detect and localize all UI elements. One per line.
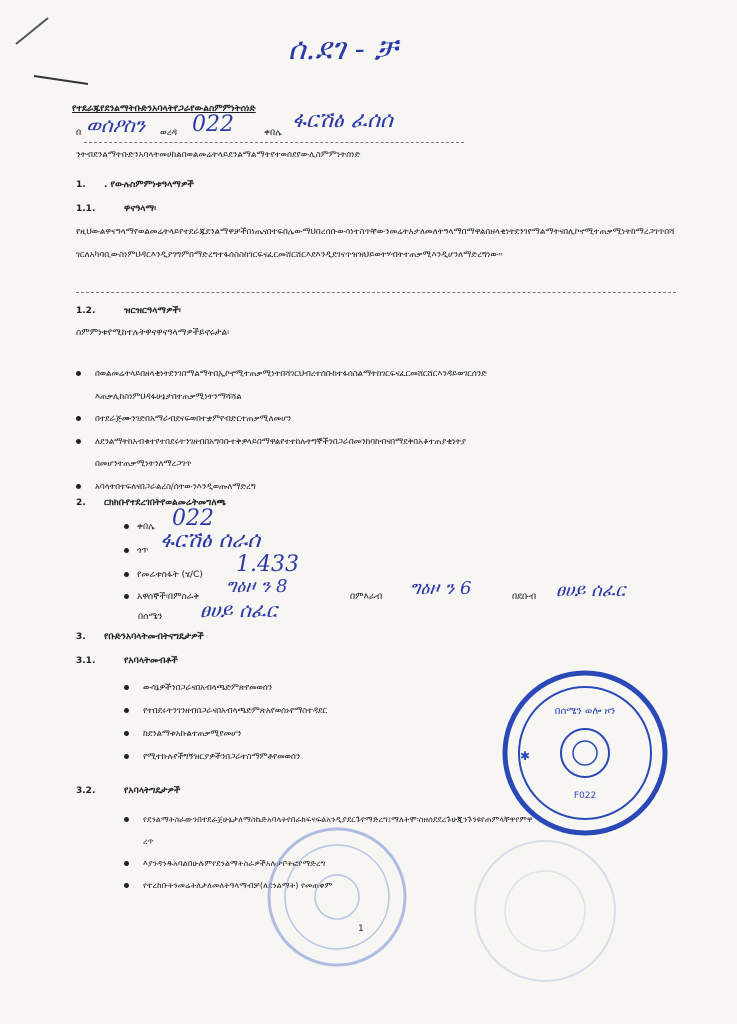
svg-text:✱: ✱ [520, 749, 531, 763]
section1-paragraph: የዚህውልዋናዓላማየወልመሬትላይየተደራጁደንልማዋቻችበነጤናበተፍበሌውማህበረሰቡውሳነተስጥቸውንመሬትአታለመለትዓላማበማዋልበዘላቂነትደንገየማልማትናበሊኮኖሚተጠቃሚነትከማረጋገጥበሻገርለአካባቢውስነምህዳርእንዲያገግምበማድረግተፋሰስስከገርፍናፈርመሸርሸርእደእንዲደገናጥዝዝህይወትሃብትተጠቃሚእንዲሆንለማድረግነው። [76, 226, 675, 259]
list-item: በመሆንተጠቃሚነትንለማረጋገጥ [95, 458, 192, 468]
list-item: የሚተኩሉየችግኝዝርያዎችንበጋራተስማምቶየመወሰን [124, 745, 327, 768]
list-item: በወልመሬትላይበዘላቂነትደንገበማልማትበኢኮኖሚተጠቃሚነትበሻገርህብረተሰቡከተፋሰስልማትከገርፍናፈርመሸርሸርእንዳይወገርሰንድ [76, 362, 487, 385]
kebele-field-value: 022 [172, 506, 214, 531]
area-field-label: የመሬቱስፋት (ሄ/C) [124, 570, 203, 580]
section3-title: የቡድንአባላትመብትናግዴታዎች [104, 632, 204, 642]
faded-stamp [470, 836, 620, 986]
west-border-label: በምእራብ [350, 592, 383, 602]
section2-number: 2. [76, 498, 86, 508]
kebele-value: ፋርሽፅ ፈሰሰ [292, 108, 393, 133]
section1-number: 1. [76, 180, 86, 190]
west-border-value: ግዕዞ ን 6 [410, 578, 472, 599]
kebele-field-label: ቀበሌ [124, 522, 155, 532]
official-stamp [500, 668, 670, 838]
section1-2-number: 1.2. [76, 306, 96, 316]
rights-list [124, 676, 327, 768]
list-item: የተበደሩትንገንዘብበጋራናበአብላጫድምጽአየወሰኑየማስተዳደር [124, 699, 327, 722]
list-item: እጠቃሊከስነምህዳፋሁኔታበተጠቃሚነትንማሻሻል [95, 390, 242, 401]
section1-1-title: ዋናዓላማ፡ [124, 204, 157, 214]
document-title: የተደራጁየደንልማትቡድንአባላትየጋራየውልስምምነትሰነድ [72, 104, 256, 114]
list-item: የደንልማትስራውንበተደራጀሁኔታለማስኬድአባላትየበራከፍናፍልአንዲያደርጉየማድረግ፤ማለትሞ፡ስዘሰደደረጉሁጂንጉንዩየጠምላቸዋየምዋ [124, 808, 533, 830]
list-item: ለደንልማትከአብቁተየተበደሩትንገዘብበአግባቡተቅዎላይበማዋልየተተከሉትግኞችንበጋራበመንከባከብናበማደቅበአቆተጠያቂነትያ [76, 430, 487, 453]
section2-title: ርክክቡየተደረገበትየወልመሬትመግለጫ [104, 498, 226, 508]
section3-1-number: 3.1. [76, 656, 96, 666]
section1-2-intro: ስምምነቱየሚከተሉትዋናዋናዓላማዎችይኖሩታል፡ [76, 328, 230, 338]
list-item: ከደንልማቱአኩልተጠቃሚየመሆን [124, 722, 327, 745]
scan-marks [8, 14, 98, 94]
list-item: በተደራጅሙንገድበአማራብደናፍወበተቋምየብድርተጠቃሚለመሆን [76, 407, 487, 430]
list-item: ውሳኔዎችንበጋራናበአብላጫድምጽየመወሰን [124, 676, 327, 699]
page-number: 1 [358, 924, 364, 934]
north-border-value: ፀሀይ ሰፈር [200, 598, 277, 622]
south-border-value: ፀሀይ ሰፈር [556, 580, 626, 601]
got-field-label: ጎጥ [124, 546, 148, 556]
intro-underline [84, 142, 464, 143]
list-item: የተረከቡትንመሬትለታለመለትዓላማብቻ(ለደንልማት) የመጠቀም [124, 874, 533, 896]
section3-number: 3. [76, 632, 86, 642]
section-separator [76, 292, 676, 293]
section1-2-title: ዝርዝርዓላማዎች፡ [124, 306, 181, 316]
intro-line2: ንትብደንልማትቡድንአባላትመሀከልበወልመሬትላይደንልማልማትየተወሰደየውሊስምምነትሰነድ [76, 150, 361, 160]
stamp-caption: በሰሜን ወሎ ዞን [554, 706, 616, 717]
north-border-label: በሰሜን [138, 612, 163, 622]
section3-2-number: 3.2. [76, 786, 96, 796]
intro-prefix: በ [76, 128, 82, 138]
list-item: እያንዳንዱአባልበሁሉምየደንልማትስራዎችአሉታቦትፎየማድረግ [124, 852, 533, 874]
east-border-value: ግዕዞ ን 8 [226, 576, 288, 597]
east-border-label: አዋሰኞች፡በምስራቅ [124, 592, 199, 602]
objectives-list [76, 362, 487, 497]
kebele-label: ቀበሌ [264, 128, 282, 138]
got-field-value: ፋርሽፅ ሰራሰ [160, 528, 261, 553]
handwritten-reference: ሰ.ደገ - ቻ [288, 32, 398, 67]
section1-1-number: 1.1. [76, 204, 96, 214]
area-field-value: 1.433 [236, 552, 299, 577]
south-border-label: በደቡብ [512, 592, 537, 602]
section3-1-title: የአባላትመብቶች [124, 656, 178, 666]
list-item: አባላትበተፍለናበጋራልረስ/ሰትውንእንዲወጡለማድረግ [76, 475, 487, 498]
woreda-label: ወረዳ [160, 128, 178, 138]
section3-2-title: የአባላትግዴታዎች [124, 786, 181, 796]
stamp-code: F022 [573, 791, 597, 801]
woreda-value: 022 [192, 112, 234, 137]
list-item: ረጥ [143, 836, 154, 846]
team-name-handwritten: ወሰዖስን [86, 113, 146, 137]
faded-stamp [262, 822, 412, 972]
section1-title: . የውሉስምምነቱዓላማዎች [104, 180, 194, 190]
